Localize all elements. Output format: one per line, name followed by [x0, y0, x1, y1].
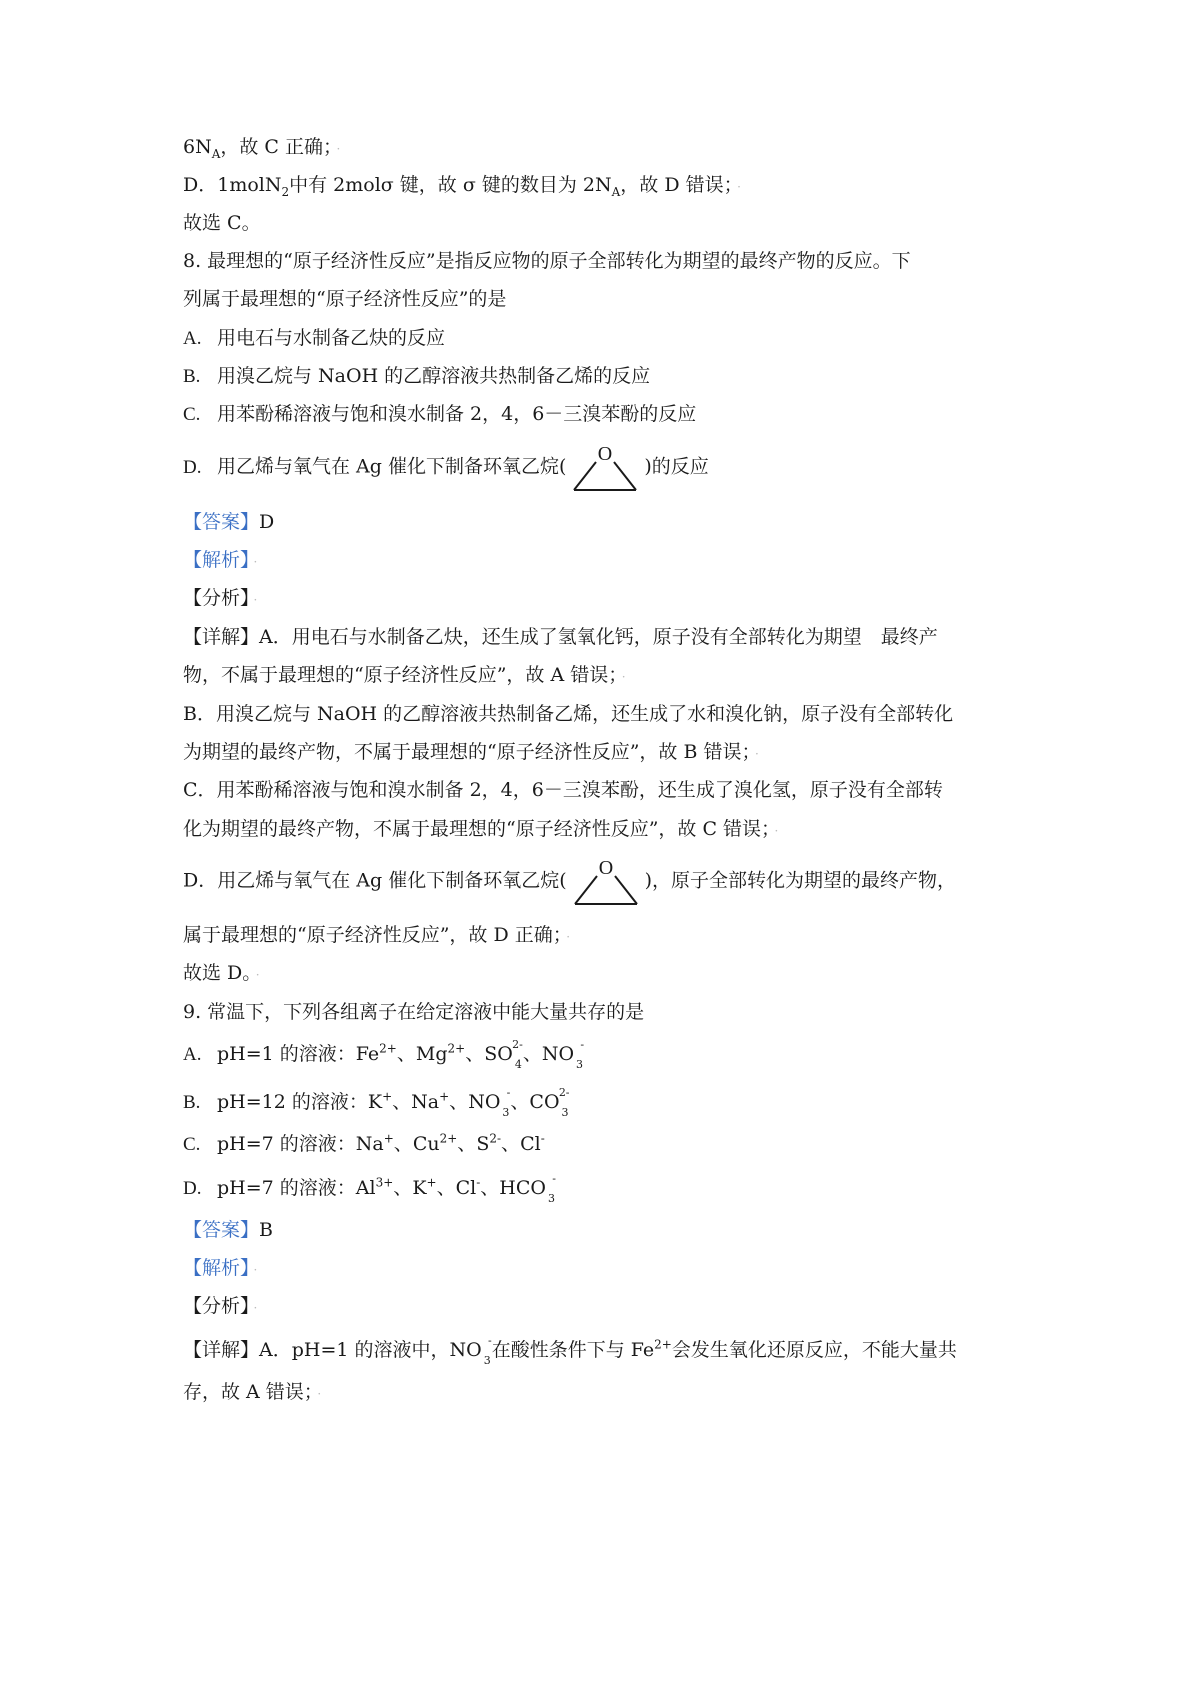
subscript: A	[211, 146, 221, 161]
text: D．用乙烯与氧气在 Ag 催化下制备环氧乙烷(	[183, 869, 567, 892]
separator: 、	[436, 1177, 456, 1199]
ion-formula: K	[412, 1177, 427, 1199]
ion-formula: Cu	[412, 1133, 440, 1155]
ion-formula: NO	[468, 1091, 501, 1113]
q9-option-b	[183, 1086, 570, 1119]
text: 存，故 A 错误；	[183, 1381, 314, 1403]
ion-charge: -	[506, 1086, 511, 1099]
q9-answer	[183, 1221, 273, 1240]
text: 故选 C。	[183, 212, 261, 234]
text: 属于最理想的“原子经济性反应”，故 D 正确；	[183, 924, 563, 946]
text: )，原子全部转化为期望的最终产物，	[644, 869, 957, 892]
ion-charge: 2+	[439, 1131, 458, 1146]
q8-stem-line2: 列属于最理想的“原子经济性反应”的是	[183, 288, 507, 310]
ion-formula: Mg	[415, 1043, 448, 1065]
ion-charge: +	[382, 1089, 393, 1104]
option-label: B.	[183, 1092, 201, 1113]
ion-subscript: 3	[547, 1192, 555, 1205]
jiexi-tag: 【解析】	[183, 1257, 250, 1279]
text: 为期望的最终产物，不属于最理想的“原子经济性反应”，故 B 错误；	[183, 741, 751, 763]
ion-formula: SO	[484, 1043, 513, 1065]
q9-option-a	[183, 1038, 585, 1071]
option-text: pH=1 的溶液：	[217, 1043, 356, 1065]
q8-answer	[183, 513, 274, 532]
carbonate-ion	[529, 1086, 570, 1119]
separator: 、	[396, 1043, 416, 1065]
text: 在酸性条件下与 Fe	[491, 1339, 655, 1361]
option-label: C.	[183, 1134, 201, 1155]
q8-option-a	[183, 329, 445, 348]
ion-charge: +	[439, 1089, 450, 1104]
ion-formula: K	[367, 1091, 383, 1113]
ion-charge: 2+	[447, 1041, 466, 1056]
option-label: A.	[183, 328, 202, 349]
fenxi-tag: 【分析】	[183, 587, 250, 609]
text: D．1molN	[183, 174, 282, 196]
separator: 、	[392, 1091, 412, 1113]
text: 物，不属于最理想的“原子经济性反应”，故 A 错误；	[183, 664, 618, 686]
ion-charge: 2-	[558, 1086, 570, 1099]
separator: 、	[501, 1133, 521, 1155]
ion-charge: -	[552, 1172, 556, 1185]
q8-detail-line: 为期望的最终产物，不属于最理想的“原子经济性反应”，故 B 错误； ·	[183, 741, 759, 763]
ion-formula: Cl	[520, 1133, 541, 1155]
q7-conclusion	[183, 214, 261, 233]
q8-option-d	[183, 440, 709, 494]
ion-charge: 3+	[375, 1175, 394, 1190]
nitrate-ion	[449, 1334, 492, 1367]
ion-charge: -	[476, 1175, 481, 1190]
text: 【详解】A．pH=1 的溶液中，	[183, 1339, 450, 1361]
ion-charge: -	[540, 1131, 545, 1146]
text: 化为期望的最终产物，不属于最理想的“原子经济性反应”，故 C 错误；	[183, 818, 771, 840]
ion-charge: 2-	[489, 1131, 502, 1146]
separator: 、	[465, 1043, 485, 1065]
text: ，故 D 错误；	[620, 174, 734, 196]
option-text: 用电石与水制备乙炔的反应	[217, 327, 446, 349]
q9-option-d	[183, 1172, 556, 1205]
separator: 、	[522, 1043, 542, 1065]
q7-line-c: $6N_A$，故 C 正确； ·	[183, 136, 341, 161]
text: 中有 2molσ 键，故 σ 键的数目为 2N	[289, 174, 612, 196]
q9-jiexi: 【解析】 ·	[183, 1257, 258, 1279]
option-text: 用溴乙烷与 NaOH 的乙醇溶液共热制备乙烯的反应	[217, 365, 651, 387]
option-text: 用苯酚稀溶液与饱和溴水制备 2，4，6－三溴苯酚的反应	[217, 403, 697, 425]
answer-value: D	[259, 511, 275, 533]
ion-formula: HCO	[499, 1177, 546, 1199]
jiexi-tag: 【解析】	[183, 549, 250, 571]
ion-formula: Cl	[455, 1177, 477, 1199]
q8-detail-d	[183, 854, 956, 908]
text: 故选 D。	[183, 962, 252, 984]
ion-subscript: 4	[514, 1058, 522, 1071]
ion-charge: 2+	[654, 1337, 672, 1352]
separator: 、	[393, 1177, 413, 1199]
ion-subscript: 3	[483, 1354, 491, 1367]
ion-formula: Na	[355, 1133, 384, 1155]
q8-conclusion: 故选 D。 ·	[183, 962, 260, 984]
q8-option-b	[183, 367, 650, 386]
ion-charge: -	[580, 1038, 585, 1051]
separator: 、	[480, 1177, 500, 1199]
ion-subscript: 3	[561, 1106, 569, 1119]
option-label: D.	[183, 1178, 202, 1199]
q8-jiexi: 【解析】 ·	[183, 549, 258, 571]
separator: 、	[449, 1091, 469, 1113]
answer-value: B	[259, 1219, 273, 1241]
q9-detail-line: 存，故 A 错误； ·	[183, 1381, 322, 1403]
nitrate-ion	[541, 1038, 585, 1071]
option-text: 用乙烯与氧气在 Ag 催化下制备环氧乙烷(	[217, 455, 567, 478]
separator: 、	[510, 1091, 530, 1113]
option-label: A.	[183, 1044, 202, 1065]
text: 会发生氧化还原反应，不能大量共	[671, 1339, 957, 1361]
option-label: B.	[183, 366, 201, 387]
ion-subscript: 3	[502, 1106, 510, 1119]
separator: 、	[393, 1133, 413, 1155]
q8-detail-line: 【详解】A．用电石与水制备乙炔，还生成了氢氧化钙，原子没有全部转化为期望 最终产	[183, 626, 938, 648]
option-text: pH=7 的溶液：	[217, 1177, 356, 1199]
ion-formula: S	[476, 1133, 490, 1155]
ion-formula: NO	[541, 1043, 575, 1065]
text: ，故 C 正确；	[220, 136, 333, 158]
sulfate-ion	[484, 1038, 523, 1071]
q8-detail-line: 属于最理想的“原子经济性反应”，故 D 正确； ·	[183, 924, 571, 946]
ion-charge: +	[426, 1175, 437, 1190]
answer-tag: 【答案】	[183, 1219, 260, 1241]
ion-charge: 2+	[379, 1041, 397, 1056]
q8-detail-line: 物，不属于最理想的“原子经济性反应”，故 A 错误； ·	[183, 664, 626, 686]
separator: 、	[457, 1133, 477, 1155]
text: 6N	[183, 136, 212, 158]
ion-subscript: 3	[576, 1058, 584, 1071]
ion-formula: Na	[411, 1091, 440, 1113]
epoxide-oxygen-label: O	[598, 857, 613, 879]
epoxide-structure-icon	[568, 440, 642, 494]
ion-formula: Fe	[355, 1043, 380, 1065]
ion-formula: CO	[529, 1091, 560, 1113]
q8-stem-line1: 8. 最理想的“原子经济性反应”是指反应物的原子全部转化为期望的最终产物的反应。下	[183, 250, 911, 272]
option-label: D.	[183, 456, 202, 478]
q9-stem: 9. 常温下，下列各组离子在给定溶液中能大量共存的是	[183, 1001, 645, 1023]
nitrate-ion	[468, 1086, 511, 1119]
answer-tag: 【答案】	[183, 511, 260, 533]
q8-detail-line: 化为期望的最终产物，不属于最理想的“原子经济性反应”，故 C 错误； ·	[183, 818, 779, 840]
option-label: C.	[183, 404, 201, 425]
q8-option-c	[183, 405, 696, 424]
epoxide-oxygen-label: O	[598, 443, 613, 465]
q7-line-d: D．1molN$_2$中有 2molσ 键，故 σ 键的数目为 $2N_A$，故 D 错误； ·	[183, 174, 741, 199]
option-text: pH=7 的溶液：	[217, 1133, 356, 1155]
subscript: 2	[281, 184, 290, 199]
option-text: pH=12 的溶液：	[217, 1091, 368, 1113]
q9-fenxi: 【分析】 ·	[183, 1295, 258, 1317]
subscript: A	[611, 184, 621, 199]
ion-charge: +	[383, 1131, 394, 1146]
q9-option-c	[183, 1131, 545, 1155]
ion-charge: 2-	[512, 1038, 523, 1051]
ion-formula: Al	[355, 1177, 376, 1199]
epoxide-structure-icon	[569, 854, 643, 908]
option-text: )的反应	[644, 455, 709, 478]
ion-charge: -	[488, 1334, 492, 1347]
q8-detail-line: B．用溴乙烷与 NaOH 的乙醇溶液共热制备乙烯，还生成了水和溴化钠，原子没有全部转化	[183, 703, 954, 725]
bicarbonate-ion	[499, 1172, 556, 1205]
q8-fenxi: 【分析】 ·	[183, 587, 258, 609]
q8-detail-line: C．用苯酚稀溶液与饱和溴水制备 2，4，6－三溴苯酚，还生成了溴化氢，原子没有全部转	[183, 779, 943, 801]
q9-detail-a	[183, 1334, 957, 1367]
fenxi-tag: 【分析】	[183, 1295, 250, 1317]
ion-formula: NO	[449, 1339, 482, 1361]
